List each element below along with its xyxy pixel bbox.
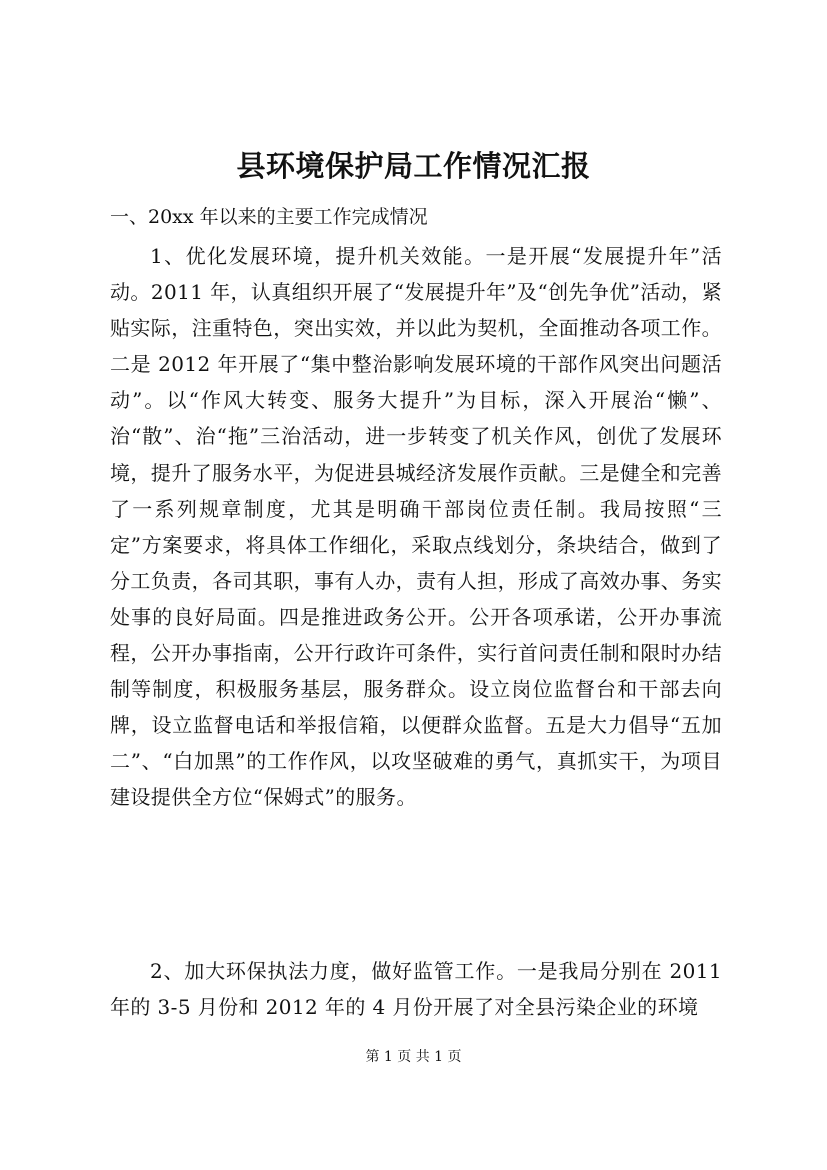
paragraph-1: 1、优化发展环境，提升机关效能。一是开展“发展提升年”活动。2011 年，认真组织开展了“发展提升年”及“创先争优”活动，紧贴实际，注重特色，突出实效，并以此为契机，全面推动各项工作。二是 2012 年开展了“集中整治影响发展环境的干部作风突出问题活动”。以“作风大转变、服务大提升”为目标，深入开展治“懒”、治“散”、治“拖”三治活动，进一步转变了机关作风，创优了发展环境，提升了服务水平，为促进县城经济发展作贡献。三是健全和完善了一系列规章制度，尤其是明确干部岗位责任制。我局按照“三定”方案要求，将具体工作细化，采取点线划分，条块结合，做到了分工负责，各司其职，事有人办，责有人担，形成了高效办事、务实处事的良好局面。四是推进政务公开。公开各项承诺，公开办事流程，公开办事指南，公开行政许可条件，实行首问责任制和限时办结制等制度，积极服务基层，服务群众。设立岗位监督台和干部去向牌，设立监督电话和举报信箱，以便群众监督。五是大力倡导“五加二”、“白加黑”的工作作风，以攻坚破难的勇气，真抓实干，为项目建设提供全方位“保姆式”的服务。 <box>110 244 722 810</box>
page-title: 县环境保护局工作情况汇报 <box>236 149 591 183</box>
section-heading: 一、20xx 年以来的主要工作完成情况 <box>110 206 428 228</box>
page-footer: 第 1 页 共 1 页 <box>365 1049 462 1065</box>
paragraph-2: 2、加大环保执法力度，做好监管工作。一是我局分别在 2011 年的 3-5 月份和 2012 年的 4 月份开展了对全县污染企业的环境 <box>110 959 722 1020</box>
